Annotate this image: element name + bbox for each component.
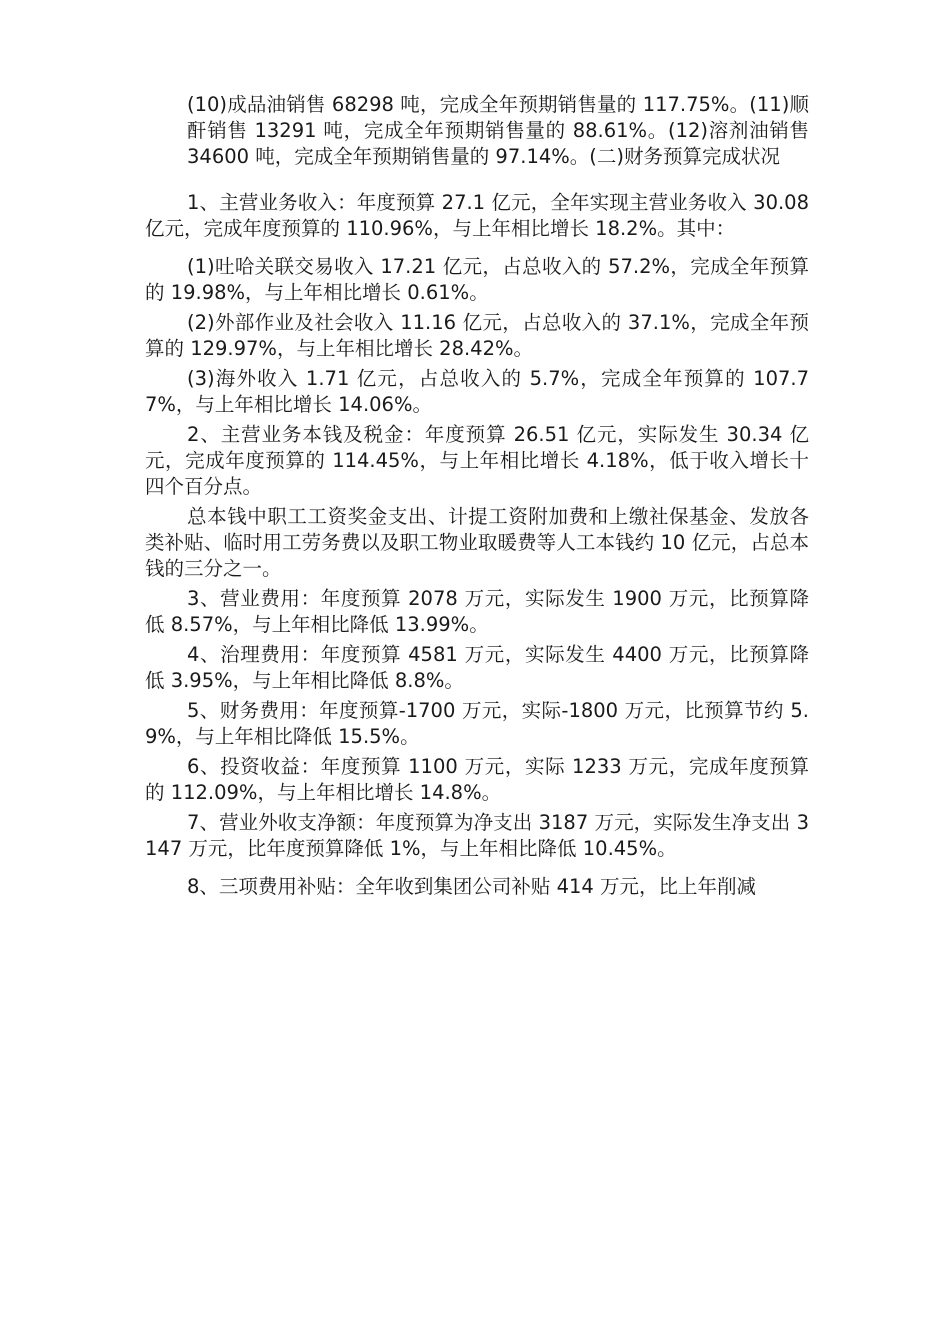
paragraph-main-revenue: 1、主营业务收入：年度预算 27.1 亿元，全年实现主营业务收入 30.08 亿元，完成年度预算的 110.96%，与上年相比增长 18.2%。其中： (145, 191, 809, 240)
paragraph-overseas-revenue: (3)海外收入 1.71 亿元，占总收入的 5.7%，完成全年预算的 107.77%，与上年相比增长 14.06%。 (145, 367, 809, 416)
paragraph-operating-expense: 3、营业费用：年度预算 2078 万元，实际发生 1900 万元，比预算降低 8.57%，与上年相比降低 13.99%。 (145, 587, 809, 636)
paragraph-external-revenue: (2)外部作业及社会收入 11.16 亿元，占总收入的 37.1%，完成全年预算的 129.97%，与上年相比增长 28.42%。 (145, 311, 809, 360)
paragraph-non-operating: 7、营业外收支净额：年度预算为净支出 3187 万元，实际发生净支出 3147 万元，比年度预算降低 1%，与上年相比降低 10.45%。 (145, 811, 809, 860)
paragraph-financial-expense: 5、财务费用：年度预算-1700 万元，实际-1800 万元，比预算节约 5.9%，与上年相比降低 15.5%。 (145, 699, 809, 748)
paragraph-main-cost: 2、主营业务本钱及税金：年度预算 26.51 亿元，实际发生 30.34 亿元，完成年度预算的 114.45%，与上年相比增长 4.18%，低于收入增长十四个百分点。 (145, 423, 809, 498)
paragraph-tuha-revenue: (1)吐哈关联交易收入 17.21 亿元，占总收入的 57.2%，完成全年预算的 19.98%，与上年相比增长 0.61%。 (145, 255, 809, 304)
paragraph-expense-subsidy: 8、三项费用补贴：全年收到集团公司补贴 414 万元，比上年削减 (187, 875, 757, 898)
document-body (145, 92, 809, 900)
paragraph-management-expense: 4、治理费用：年度预算 4581 万元，实际发生 4400 万元，比预算降低 3.95%，与上年相比降低 8.8%。 (145, 643, 809, 692)
paragraph-labor-cost: 总本钱中职工工资奖金支出、计提工资附加费和上缴社保基金、发放各类补贴、临时用工劳务费以及职工物业取暖费等人工本钱约 10 亿元，占总本钱的三分之一。 (145, 505, 809, 580)
paragraph-investment-income: 6、投资收益：年度预算 1100 万元，实际 1233 万元，完成年度预算的 112.09%，与上年相比增长 14.8%。 (145, 755, 809, 804)
paragraph-sales-summary: (10)成品油销售 68298 吨，完成全年预期销售量的 117.75%。(11)顺酐销售 13291 吨，完成全年预期销售量的 88.61%。(12)溶剂油销售 34600 吨，完成全年预期销售量的 97.14%。(二)财务预算完成状况 (187, 93, 809, 168)
